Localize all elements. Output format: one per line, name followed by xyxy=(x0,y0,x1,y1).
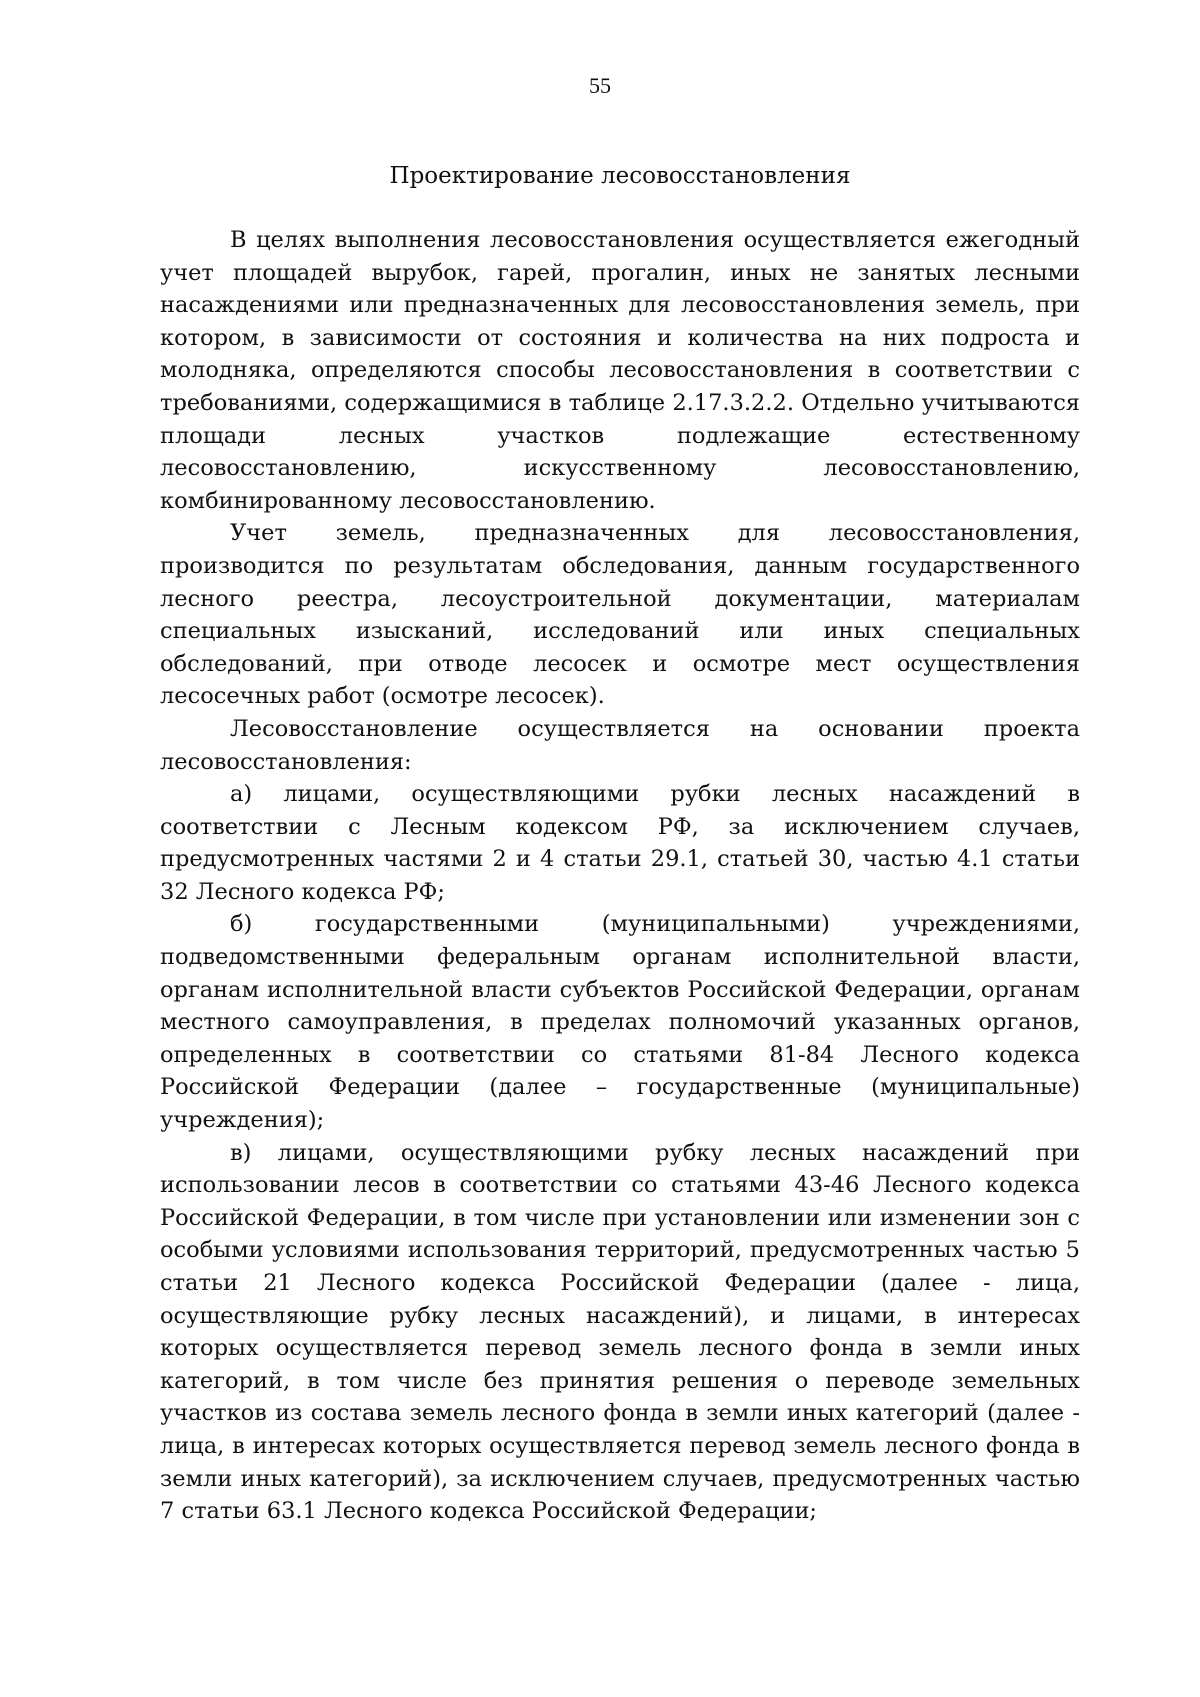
paragraph-reforestation-basis: Лесовосстановление осуществляется на основании проекта лесовосстановления: xyxy=(160,715,1080,775)
section-title: Проектирование лесовосстановления xyxy=(389,163,851,189)
paragraph-reforestation-accounting: В целях выполнения лесовосстановления осуществляется ежегодный учет площадей вырубок, гарей, прогалин, иных не занятых лесными насаждениями или предназначенных для лесовосстановления земель, при котором, в зависимости от состояния и количества на них подроста и молодняка, определяются способы лесовосстановления в соответствии с требованиями, содержащимися в таблице 2.17.3.2.2. Отдельно учитываются площади лесных участков подлежащие естественному лесовосстановлению, искусственному лесовосстановлению, комбинированному лесовосстановлению. xyxy=(160,227,1080,514)
paragraph-land-accounting: Учет земель, предназначенных для лесовосстановления, производится по результатам обследования, данным государственного лесного реестра, лесоустроительной документации, материалам специальных изысканий, исследований или иных специальных обследований, при отводе лесосек и осмотре мест осуществления лесосечных работ (осмотре лесосек). xyxy=(160,520,1080,710)
paragraph-item-c: в) лицами, осуществляющими рубку лесных насаждений при использовании лесов в соответствии со статьями 43-46 Лесного кодекса Российской Федерации, в том числе при установлении или изменении зон с особыми условиями использования территорий, предусмотренных частью 5 статьи 21 Лесного кодекса Российской Федерации (далее - лица, осуществляющие рубку лесных насаждений), и лицами, в интересах которых осуществляется перевод земель лесного фонда в земли иных категорий, в том числе без принятия решения о переводе земельных участков из состава земель лесного фонда в земли иных категорий (далее - лица, в интересах которых осуществляется перевод земель лесного фонда в земли иных категорий), за исключением случаев, предусмотренных частью 7 статьи 63.1 Лесного кодекса Российской Федерации; xyxy=(160,1139,1080,1525)
paragraph-item-a: а) лицами, осуществляющими рубки лесных насаждений в соответствии с Лесным кодексом РФ, за исключением случаев, предусмотренных частями 2 и 4 статьи 29.1, статьей 30, частью 4.1 статьи 32 Лесного кодекса РФ; xyxy=(160,781,1080,905)
body-text xyxy=(160,224,1080,1528)
page-number: 55 xyxy=(589,73,611,98)
paragraph-item-b: б) государственными (муниципальными) учреждениями, подведомственными федеральным органам исполнительной власти, органам исполнительной власти субъектов Российской Федерации, органам местного самоуправления, в пределах полномочий указанных органов, определенных в соответствии со статьями 81-84 Лесного кодекса Российской Федерации (далее – государственные (муниципальные) учреждения); xyxy=(160,911,1080,1134)
